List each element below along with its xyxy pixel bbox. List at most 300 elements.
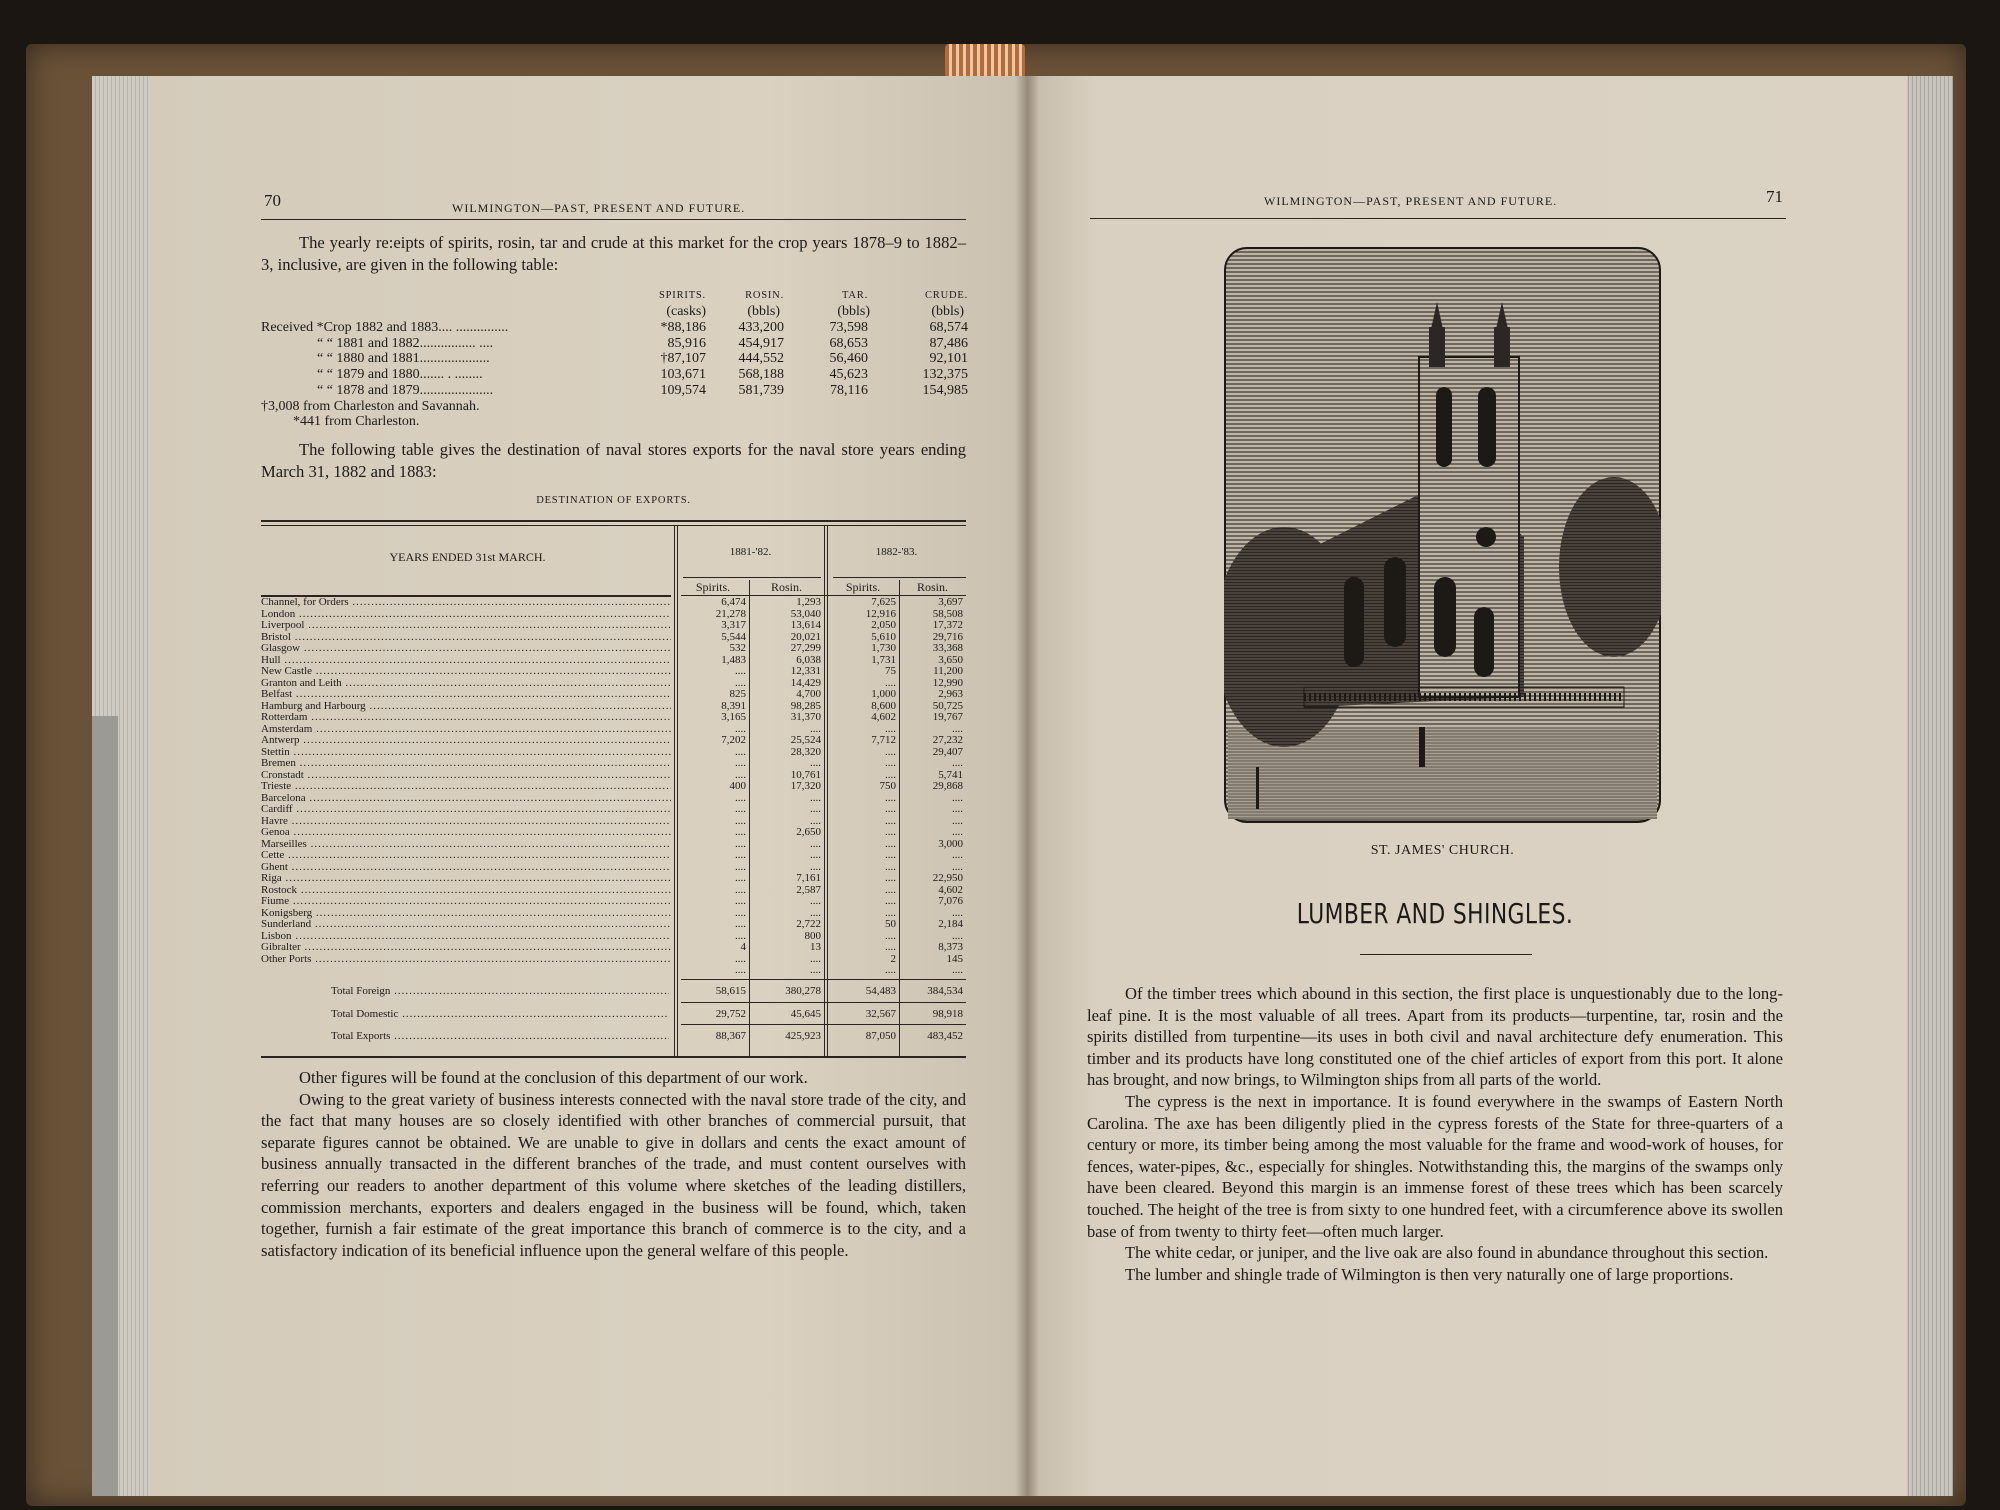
running-head-right: WILMINGTON—PAST, PRESENT AND FUTURE. — [1264, 194, 1558, 208]
cell-value: 532 — [729, 642, 746, 654]
cell-value: 132,375 — [922, 367, 968, 383]
exports-row — [261, 908, 966, 920]
closing-paragraphs — [261, 1067, 966, 1261]
total-row — [261, 1030, 966, 1044]
total-value: 88,367 — [715, 1030, 746, 1042]
cell-value: .... — [952, 929, 963, 942]
cell-value: †87,107 — [660, 351, 706, 367]
exports-table — [261, 520, 966, 1058]
exports-row — [261, 839, 966, 851]
cell-value: 28,320 — [790, 745, 821, 758]
exports-row — [261, 758, 966, 770]
cell-value: 21,278 — [715, 607, 746, 620]
cell-value: 73,598 — [829, 319, 868, 335]
table-top-rule — [261, 520, 966, 522]
cell-value: 7,202 — [721, 734, 746, 746]
exports-row — [261, 643, 966, 655]
cell-value: .... — [952, 849, 963, 861]
cell-value: .... — [735, 814, 746, 827]
cell-value: .... — [810, 895, 821, 907]
cell-value: .... — [952, 814, 963, 827]
destination-name: Belfast ..... — [261, 689, 671, 701]
cell-value: .... — [810, 803, 821, 815]
cell-value: 7,625 — [871, 596, 896, 608]
cell-value: 68,574 — [929, 319, 968, 335]
cell-value: .... — [952, 964, 963, 976]
footnote-dagger: †3,008 from Charleston and Savannah. — [261, 399, 480, 414]
cell-value: .... — [735, 849, 746, 861]
cell-value: .... — [952, 906, 963, 919]
cell-value: 31,370 — [790, 711, 821, 723]
subheader-rosin-83: Rosin. — [916, 580, 948, 594]
cell-value: 12,916 — [865, 607, 896, 620]
cell-value: 103,671 — [660, 367, 706, 383]
total-value: 54,483 — [865, 985, 896, 997]
cell-value: 4,700 — [796, 688, 821, 700]
total-value: 32,567 — [865, 1008, 896, 1020]
cell-value: .... — [885, 757, 896, 769]
destination-name: Genoa ..... — [261, 827, 671, 839]
cell-value: 2,587 — [796, 883, 821, 896]
cell-value: 13,614 — [790, 619, 821, 631]
cell-value: .... — [810, 837, 821, 850]
cell-value: 109,574 — [660, 382, 706, 398]
exports-row — [261, 827, 966, 839]
total-value: 384,534 — [927, 985, 963, 997]
destination-name: London ..... — [261, 609, 671, 621]
total-value: 58,615 — [715, 985, 746, 997]
cell-value: 433,200 — [738, 319, 784, 335]
cell-value: 1,293 — [796, 596, 821, 608]
exports-row — [261, 735, 966, 747]
cell-value: 444,552 — [738, 351, 784, 367]
cell-value: .... — [952, 826, 963, 838]
header-rosin: ROSIN. — [745, 290, 784, 301]
row-header: YEARS ENDED 31st MARCH. — [389, 550, 546, 564]
cell-value: 7,161 — [796, 872, 821, 884]
cell-value: 8,600 — [871, 699, 896, 712]
cell-value: 22,950 — [932, 872, 963, 884]
receipts-row — [261, 367, 968, 383]
cell-value: 825 — [729, 688, 746, 700]
destination-name: Liverpool ..... — [261, 620, 671, 632]
cell-value: 68,653 — [829, 335, 868, 351]
cell-value: .... — [885, 883, 896, 896]
destination-name: Bremen ..... — [261, 758, 671, 770]
cell-value: 78,116 — [830, 382, 868, 398]
cell-value: .... — [885, 929, 896, 942]
cell-value: .... — [735, 872, 746, 884]
cell-value: .... — [885, 814, 896, 827]
cell-value: 4 — [740, 941, 746, 953]
destination-name: Cardiff ..... — [261, 804, 671, 816]
cell-value: .... — [810, 814, 821, 827]
cell-value: .... — [885, 768, 896, 781]
header-rule-left — [261, 219, 966, 220]
exports-row — [261, 678, 966, 690]
exports-row — [261, 931, 966, 943]
cell-value: .... — [885, 837, 896, 850]
exports-row — [261, 862, 966, 874]
destination-name: Hull ..... — [261, 655, 671, 667]
cell-value: 53,040 — [790, 607, 821, 620]
section-title-wrapper — [1087, 897, 1783, 930]
intro-paragraph: The yearly re:eipts of spirits, rosin, tar and crude at this market for the crop years 1878–9 to 1882–3, inclusive, are given in the following table: — [261, 233, 966, 274]
cell-value: 19,767 — [932, 711, 963, 723]
cell-value: .... — [735, 803, 746, 815]
header-crude: CRUDE. — [924, 290, 968, 301]
cell-value: 17,320 — [790, 780, 821, 792]
illustration-caption: ST. JAMES' CHURCH. — [1370, 843, 1515, 858]
cell-value: 7,712 — [871, 734, 896, 746]
cell-value: 1,000 — [871, 688, 896, 700]
total-value: 87,050 — [865, 1030, 896, 1042]
period-1882-83: 1882-'83. — [875, 546, 918, 558]
cell-value: .... — [735, 837, 746, 850]
cell-value: 45,623 — [829, 367, 868, 383]
total-row — [261, 1008, 966, 1022]
destination-name: New Castle ..... — [261, 666, 671, 678]
cell-value: 50,725 — [932, 699, 963, 712]
destination-name: Granton and Leith ..... — [261, 678, 671, 690]
paragraph: Of the timber trees which abound in this section, the first place is unquestionably due to the long-leaf pine. It is the most valuable of all trees. Apart from its products—turpentine, tar, rosin and the spirits distilled from turpentine—its uses in both civil and naval architecture defy enumeration. This timber and its products have long constituted one of the chief articles of export from this port. It alone has brought, and now brings, to Wilmington ships from all parts of the world. — [1087, 984, 1783, 1090]
destination-name: Rotterdam ..... — [261, 712, 671, 724]
cell-value: 1,730 — [871, 642, 896, 654]
unit-crude: (bbls) — [931, 304, 964, 319]
row-label: “ “ 1880 and 1881.................... — [317, 351, 490, 367]
cell-value: 454,917 — [738, 335, 784, 351]
cell-value: 750 — [879, 780, 896, 792]
header-rule-right — [1090, 218, 1786, 219]
receipts-footnotes — [261, 399, 480, 429]
cell-value: 2,963 — [938, 688, 963, 700]
cell-value: 154,985 — [922, 382, 968, 398]
row-label: Received *Crop 1882 and 1883.... ............... — [261, 319, 509, 335]
destination-name: Amsterdam ..... — [261, 724, 671, 736]
destination-name: Sunderland ..... — [261, 919, 671, 931]
exports-row — [261, 701, 966, 713]
period-rule — [833, 577, 966, 578]
total-rule — [681, 979, 966, 980]
table-top-rule-2 — [261, 525, 966, 526]
cell-value: .... — [735, 964, 746, 976]
destination-name: Konigsberg ..... — [261, 908, 671, 920]
destination-name: Cronstadt ..... — [261, 770, 671, 782]
page-edges-left — [92, 76, 152, 1496]
cell-value: *88,186 — [660, 319, 706, 335]
receipts-row — [261, 351, 968, 367]
running-head-left: WILMINGTON—PAST, PRESENT AND FUTURE. — [452, 201, 746, 215]
cell-value: .... — [810, 906, 821, 919]
exports-row — [261, 724, 966, 736]
exports-row — [261, 666, 966, 678]
cell-value: .... — [735, 745, 746, 758]
destination-name: Glasgow ..... — [261, 643, 671, 655]
cell-value: .... — [885, 906, 896, 919]
cell-value: 98,285 — [790, 699, 821, 712]
exports-row — [261, 689, 966, 701]
gutter-shadow — [1015, 76, 1039, 1496]
cell-value: .... — [810, 860, 821, 873]
receipts-header-row — [261, 288, 968, 304]
row-label: “ “ 1879 and 1880....... . ........ — [317, 367, 483, 383]
cell-value: 2,650 — [796, 826, 821, 838]
cell-value: 568,188 — [738, 367, 784, 383]
cell-value: .... — [885, 791, 896, 804]
row-label: “ “ 1881 and 1882................ .... — [317, 335, 494, 351]
cell-value: 1,483 — [721, 653, 746, 666]
cell-value: 56,460 — [829, 351, 868, 367]
cell-value: 27,232 — [932, 734, 963, 746]
cell-value: .... — [885, 745, 896, 758]
cell-value: .... — [735, 883, 746, 896]
exports-row — [261, 816, 966, 828]
cell-value: 8,391 — [721, 699, 746, 712]
cell-value: 7,076 — [938, 895, 963, 907]
paragraph: Owing to the great variety of business interests connected with the naval store trade of the city, and the fact that many houses are so closely identified with other branches of commercial pursuit, that separate figures cannot be obtained. We are unable to give in dollars and cents the exact amount of business annually transacted in the different branches of the trade, and must content ourselves with referring our readers to another department of this volume where sketches of the leading distillers, commission merchants, exporters and dealers engaged in the business will be found, which, taken together, furnish a fair estimate of the great importance this branch of commerce is to the city, and a satisfactory indication of its beneficial influence upon the general welfare of this people. — [261, 1089, 966, 1260]
receipts-row — [261, 336, 968, 352]
total-row — [261, 985, 966, 999]
receipts-table — [261, 288, 968, 403]
cell-value: 17,372 — [932, 619, 963, 631]
cell-value: 29,868 — [932, 780, 963, 792]
destination-name: Riga ..... — [261, 873, 671, 885]
cell-value: 3,650 — [938, 653, 963, 666]
cell-value: .... — [735, 918, 746, 930]
destination-name: Stettin ..... — [261, 747, 671, 759]
book-headband — [945, 44, 1025, 78]
exports-row — [261, 770, 966, 782]
period-1881-82: 1881-'82. — [729, 546, 772, 558]
cell-value: .... — [735, 768, 746, 781]
exports-row — [261, 885, 966, 897]
cell-value: 20,021 — [790, 630, 821, 643]
page-number-left: 70 — [264, 191, 281, 210]
cell-value: 50 — [885, 918, 896, 930]
total-rule — [681, 1002, 966, 1003]
subheader-rosin-82: Rosin. — [770, 580, 802, 594]
exports-row — [261, 896, 966, 908]
cell-value: 92,101 — [929, 351, 968, 367]
unit-tar: (bbls) — [837, 304, 870, 319]
cell-value: .... — [885, 849, 896, 861]
church-illustration — [1224, 247, 1661, 823]
row-label: “ “ 1878 and 1879..................... — [317, 382, 494, 398]
destination-name: Gibralter ..... — [261, 942, 671, 954]
exports-row — [261, 609, 966, 621]
exports-row — [261, 954, 966, 966]
cell-value: .... — [885, 676, 896, 689]
cell-value: 4,602 — [871, 711, 896, 723]
exports-row — [261, 747, 966, 759]
cell-value: 85,916 — [667, 335, 706, 351]
cell-value: .... — [810, 849, 821, 861]
receipts-row — [261, 383, 968, 399]
cell-value: 2,050 — [871, 619, 896, 631]
total-label: Total Foreign ..... — [331, 985, 669, 997]
destination-name: Havre ..... — [261, 816, 671, 828]
cell-value: .... — [735, 676, 746, 689]
cell-value: .... — [952, 722, 963, 735]
section-title: LUMBER AND SHINGLES. — [1296, 897, 1574, 930]
cell-value: .... — [810, 791, 821, 804]
page-edges-right — [1905, 76, 1953, 1496]
cell-value: 5,544 — [721, 630, 746, 643]
cell-value: .... — [885, 722, 896, 735]
cell-value: 581,739 — [738, 382, 784, 398]
destination-name: Marseilles ..... — [261, 839, 671, 851]
cell-value: 2,184 — [938, 918, 963, 930]
exports-row — [261, 620, 966, 632]
paragraph: The white cedar, or juniper, and the live oak are also found in abundance throughout this section. — [1125, 1243, 1769, 1263]
cell-value: 400 — [729, 780, 746, 792]
cell-value: 14,429 — [790, 676, 821, 689]
exports-row — [261, 655, 966, 667]
exports-row — [261, 873, 966, 885]
exports-row — [261, 781, 966, 793]
exports-table-title: DESTINATION OF EXPORTS. — [536, 495, 691, 506]
cell-value: 27,299 — [790, 642, 821, 654]
cell-value: 145 — [946, 952, 963, 965]
total-label: Total Domestic ..... — [331, 1008, 669, 1020]
destination-name: Other Ports ..... — [261, 954, 671, 966]
destination-name: Ghent ..... — [261, 862, 671, 874]
total-value: 425,923 — [785, 1030, 821, 1042]
cell-value: 4,602 — [938, 883, 963, 896]
destination-name: Lisbon ..... — [261, 931, 671, 943]
cell-value: 1,731 — [871, 653, 896, 666]
footnote-asterisk: *441 from Charleston. — [293, 414, 420, 429]
cell-value: 29,407 — [932, 745, 963, 758]
cell-value: 5,610 — [871, 630, 896, 643]
cell-value: .... — [885, 895, 896, 907]
cell-value: .... — [735, 665, 746, 677]
destination-name: Bristol ..... — [261, 632, 671, 644]
cell-value: 5,741 — [938, 768, 963, 781]
destination-name: Hamburg and Harbourg ..... — [261, 701, 671, 713]
exports-row — [261, 965, 966, 977]
total-value: 380,278 — [785, 985, 821, 997]
total-value: 483,452 — [927, 1030, 963, 1042]
cell-value: 33,368 — [932, 642, 963, 654]
cell-value: .... — [885, 941, 896, 953]
total-value: 45,645 — [790, 1008, 821, 1020]
cell-value: .... — [952, 757, 963, 769]
paragraph: The cypress is the next in importance. It is found everywhere in the swamps of Eastern North Carolina. The axe has been diligently plied in the cypress forests of the State for three-quarters of a century or more, its timber being among the most valuable for the frame and wood-work of houses, for fences, water-pipes, &c., especially for shingles. Notwithstanding this, the margins of the swamps only have been cleared. Beyond this margin is an immense forest of these trees which has been scarcely touched. The height of the tree is from sixty to one hundred feet, with a circumference above its swollen base of from twenty to thirty feet—often much larger. — [1087, 1091, 1783, 1241]
cell-value: 3,165 — [721, 711, 746, 723]
cell-value: .... — [735, 952, 746, 965]
cell-value: 8,373 — [938, 941, 963, 953]
table-bottom-rule — [261, 1056, 966, 1058]
cell-value: 29,716 — [932, 630, 963, 643]
cell-value: .... — [735, 722, 746, 735]
cell-value: .... — [735, 791, 746, 804]
destination-name: Channel, for Orders ..... — [261, 597, 671, 609]
cell-value: 13 — [810, 941, 821, 953]
period-rule — [683, 577, 821, 578]
cell-value: 800 — [804, 929, 821, 942]
subheader-spirits-83: Spirits. — [845, 580, 881, 594]
cell-value: .... — [735, 929, 746, 942]
receipts-row — [261, 320, 968, 336]
cell-value: 87,486 — [929, 335, 968, 351]
cell-value: .... — [735, 826, 746, 838]
cell-value: .... — [810, 952, 821, 965]
cell-value: .... — [810, 964, 821, 976]
unit-rosin: (bbls) — [747, 304, 780, 319]
total-label: Total Exports ..... — [331, 1030, 669, 1042]
destination-name: Rostock ..... — [261, 885, 671, 897]
destination-name: Fiume ..... — [261, 896, 671, 908]
exports-row — [261, 804, 966, 816]
exports-row — [261, 632, 966, 644]
exports-row — [261, 712, 966, 724]
unit-spirits: (casks) — [666, 304, 706, 319]
exports-row — [261, 597, 966, 609]
destination-name: Barcelona ..... — [261, 793, 671, 805]
cell-value: 12,990 — [932, 676, 963, 689]
cell-value: .... — [952, 803, 963, 815]
cell-value: 3,697 — [938, 596, 963, 608]
cell-value: .... — [810, 757, 821, 769]
cell-value: .... — [885, 826, 896, 838]
page-number-right: 71 — [1766, 187, 1783, 206]
destination-name: Antwerp ..... — [261, 735, 671, 747]
exports-row — [261, 850, 966, 862]
cell-value: 58,508 — [932, 607, 963, 620]
cell-value: .... — [735, 757, 746, 769]
cell-value: .... — [735, 860, 746, 873]
cell-value: 25,524 — [790, 734, 821, 746]
exports-intro-paragraph: The following table gives the destination of naval stores exports for the naval store years ending March 31, 1882 and 1883: — [261, 440, 966, 481]
cell-value: 3,317 — [721, 619, 746, 631]
receipts-units-row — [261, 304, 968, 320]
header-tar: TAR. — [842, 290, 868, 301]
cell-value: .... — [885, 872, 896, 884]
cell-value: .... — [735, 906, 746, 919]
cell-value: 11,200 — [933, 665, 963, 677]
total-value: 98,918 — [932, 1008, 963, 1020]
cell-value: .... — [952, 791, 963, 804]
cell-value: .... — [735, 895, 746, 907]
cell-value: 3,000 — [938, 837, 963, 850]
cell-value: 6,474 — [721, 596, 746, 608]
title-rule — [1360, 954, 1532, 955]
destination-name: Trieste ..... — [261, 781, 671, 793]
exports-row — [261, 793, 966, 805]
subheader-spirits-82: Spirits. — [695, 580, 731, 594]
cell-value: 2,722 — [796, 918, 821, 930]
cell-value: .... — [885, 860, 896, 873]
cell-value: 10,761 — [790, 768, 821, 781]
cell-value: .... — [885, 803, 896, 815]
cell-value: 12,331 — [790, 665, 821, 677]
exports-row — [261, 919, 966, 931]
total-value: 29,752 — [715, 1008, 746, 1020]
cell-value: .... — [885, 964, 896, 976]
cell-value: 75 — [885, 665, 896, 677]
exports-row — [261, 942, 966, 954]
total-rule — [681, 1024, 966, 1025]
header-spirits: SPIRITS. — [659, 290, 706, 301]
cell-value: 6,038 — [796, 653, 821, 666]
lumber-paragraphs — [1087, 983, 1783, 1285]
cell-value: .... — [952, 860, 963, 873]
paragraph: The lumber and shingle trade of Wilmington is then very naturally one of large proportions. — [1125, 1264, 1734, 1284]
destination-name: Cette ..... — [261, 850, 671, 862]
cell-value: .... — [810, 722, 821, 735]
cell-value: 2 — [890, 952, 896, 965]
